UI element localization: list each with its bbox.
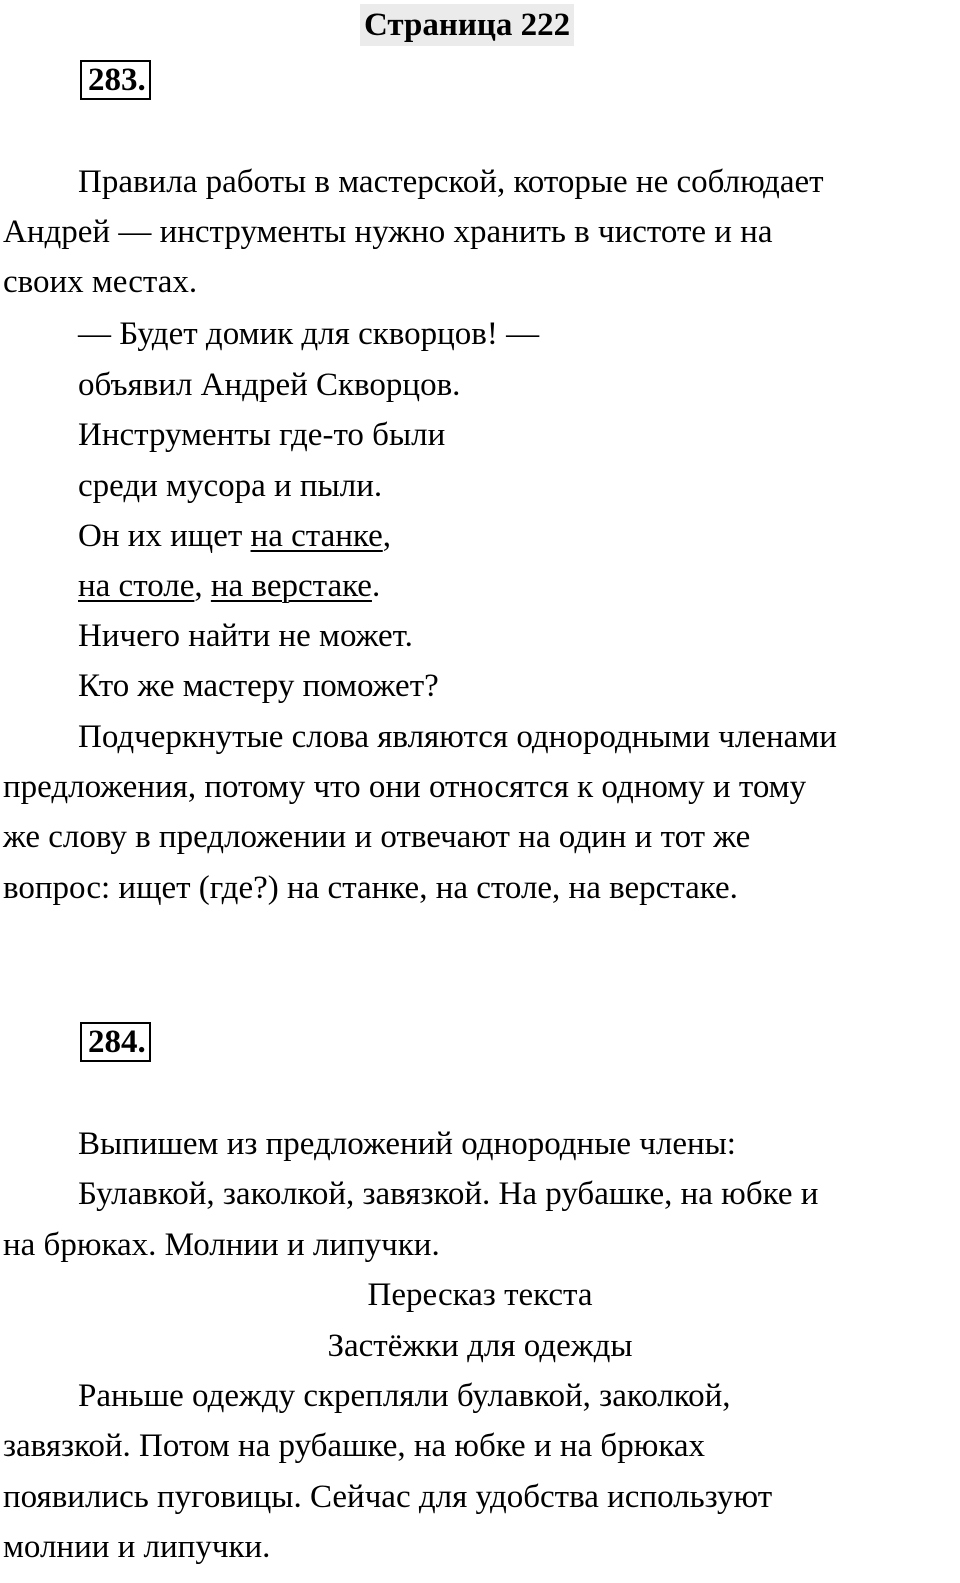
paragraph-line: Булавкой, заколкой, завязкой. На рубашке, на юбке и — [78, 1176, 819, 1212]
poem-line — [78, 516, 391, 556]
paragraph-line: своих местах. — [3, 264, 198, 300]
paragraph-line: Подчеркнутые слова являются однородными членами — [78, 719, 837, 755]
text-title: Застёжки для одежды — [327, 1328, 633, 1364]
section-heading: Пересказ текста — [367, 1277, 593, 1313]
exercise-number-value: 283 — [88, 62, 138, 98]
paragraph-line: Раньше одежду скрепляли булавкой, заколкой, — [78, 1378, 731, 1414]
paragraph-line: предложения, потому что они относятся к одному и тому — [3, 769, 807, 805]
poem-line: — Будет домик для скворцов! — — [78, 316, 540, 352]
paragraph-line: Правила работы в мастерской, которые не соблюдает — [78, 164, 824, 200]
exercise-number-value: 284 — [88, 1024, 138, 1060]
exercise-283-number — [80, 60, 151, 100]
poem-punctuation: , — [382, 518, 391, 554]
paragraph-line: же слову в предложении и отвечают на один и тот же — [3, 819, 751, 855]
poem-line: Инструменты где-то были — [78, 417, 446, 453]
paragraph-line: появились пуговицы. Сейчас для удобства используют — [3, 1479, 773, 1515]
poem-line: Кто же мастеру поможет? — [78, 668, 439, 704]
poem-punctuation: . — [371, 568, 381, 604]
page-title: Страница 222 — [360, 4, 574, 46]
paragraph-line: вопрос: ищет (где?) на станке, на столе, на верстаке. — [3, 870, 738, 906]
poem-line: Ничего найти не может. — [78, 618, 413, 654]
poem-text: , — [194, 568, 211, 604]
poem-text: Он их ищет — [78, 518, 251, 554]
paragraph-line: Выпишем из предложений однородные члены: — [78, 1126, 736, 1162]
paragraph-line: молнии и липучки. — [3, 1529, 271, 1565]
exercise-number-dot: . — [137, 1024, 146, 1060]
exercise-284-number — [80, 1022, 151, 1062]
underlined-word: на верстаке — [210, 568, 372, 604]
poem-line: объявил Андрей Скворцов. — [78, 367, 461, 403]
underlined-word: на станке — [250, 518, 383, 554]
underlined-word: на столе — [78, 568, 195, 604]
poem-line — [78, 566, 380, 606]
paragraph-line: Андрей — инструменты нужно хранить в чистоте и на — [3, 214, 773, 250]
exercise-number-dot: . — [137, 62, 146, 98]
paragraph-line: завязкой. Потом на рубашке, на юбке и на брюках — [3, 1428, 706, 1464]
poem-line: среди мусора и пыли. — [78, 468, 383, 504]
paragraph-line: на брюках. Молнии и липучки. — [3, 1227, 440, 1263]
